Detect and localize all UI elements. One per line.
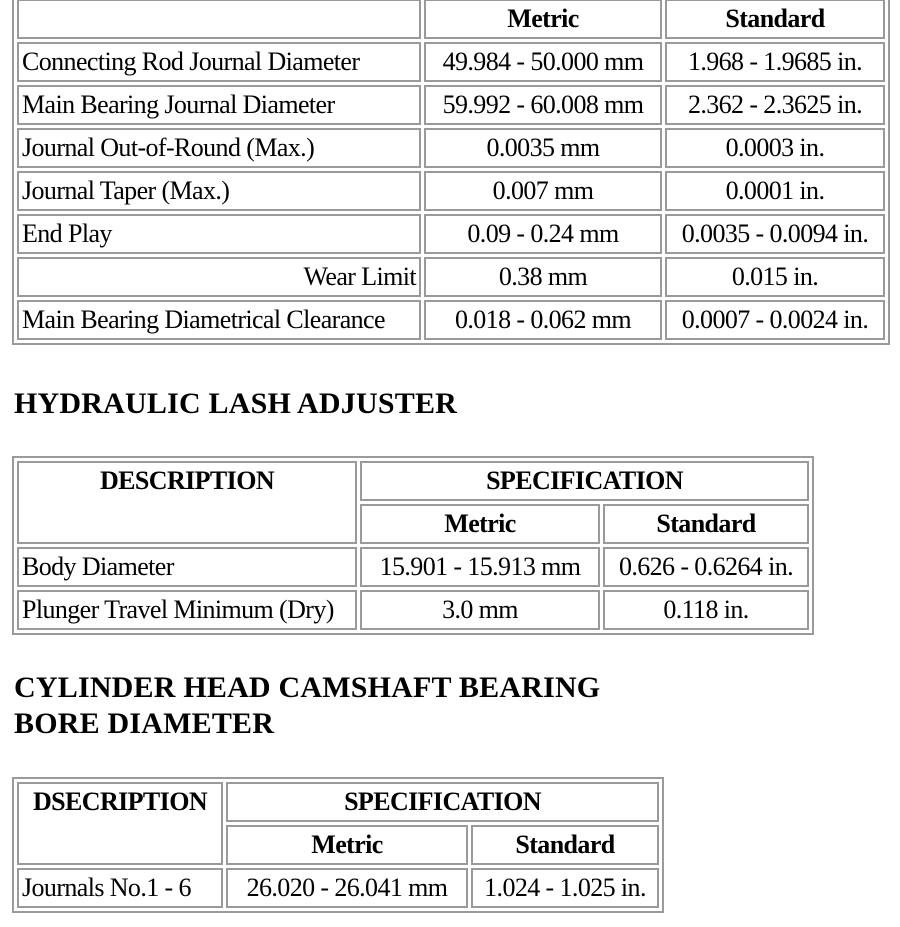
- standard-cell: 2.362 - 2.3625 in.: [665, 85, 885, 125]
- metric-cell: 0.007 mm: [424, 171, 662, 211]
- table-header-row: [17, 0, 885, 39]
- description-cell: Wear Limit: [17, 257, 421, 297]
- metric-cell: 26.020 - 26.041 mm: [226, 868, 468, 908]
- description-cell: End Play: [17, 214, 421, 254]
- standard-header: Standard: [471, 825, 659, 865]
- description-cell: Journals No.1 - 6: [17, 868, 223, 908]
- metric-cell: 0.38 mm: [424, 257, 662, 297]
- table-header-row: [17, 782, 659, 822]
- metric-cell: 0.0035 mm: [424, 128, 662, 168]
- description-cell: Main Bearing Journal Diameter: [17, 85, 421, 125]
- description-header: DESCRIPTION: [17, 461, 357, 544]
- standard-cell: 0.0001 in.: [665, 171, 885, 211]
- metric-cell: 59.992 - 60.008 mm: [424, 85, 662, 125]
- description-cell: Connecting Rod Journal Diameter: [17, 42, 421, 82]
- lash-adjuster-spec-table: [12, 456, 814, 635]
- description-header: DSECRIPTION: [17, 782, 223, 865]
- description-cell: Journal Out-of-Round (Max.): [17, 128, 421, 168]
- standard-header: Standard: [603, 504, 809, 544]
- metric-cell: 3.0 mm: [360, 590, 600, 630]
- description-cell: Body Diameter: [17, 547, 357, 587]
- table-row: [17, 85, 885, 125]
- title-line-1: CYLINDER HEAD CAMSHAFT BEARING: [14, 671, 601, 704]
- table-row: [17, 128, 885, 168]
- description-cell: Journal Taper (Max.): [17, 171, 421, 211]
- standard-cell: 0.118 in.: [603, 590, 809, 630]
- table-row: [17, 214, 885, 254]
- crankshaft-spec-table: [12, 0, 890, 345]
- standard-cell: 0.015 in.: [665, 257, 885, 297]
- table-row: [17, 547, 809, 587]
- metric-cell: 15.901 - 15.913 mm: [360, 547, 600, 587]
- title-line-2: BORE DIAMETER: [14, 707, 275, 740]
- standard-cell: 1.968 - 1.9685 in.: [665, 42, 885, 82]
- table-row: [17, 257, 885, 297]
- metric-cell: 0.018 - 0.062 mm: [424, 300, 662, 340]
- specification-header: SPECIFICATION: [226, 782, 659, 822]
- table-header-row: [17, 461, 809, 501]
- description-cell: Main Bearing Diametrical Clearance: [17, 300, 421, 340]
- metric-header: Metric: [424, 0, 662, 39]
- specification-header: SPECIFICATION: [360, 461, 809, 501]
- standard-header: Standard: [665, 0, 885, 39]
- standard-cell: 0.0035 - 0.0094 in.: [665, 214, 885, 254]
- metric-cell: 0.09 - 0.24 mm: [424, 214, 662, 254]
- table-row: [17, 42, 885, 82]
- standard-cell: 0.626 - 0.6264 in.: [603, 547, 809, 587]
- table-row: [17, 171, 885, 211]
- metric-header: Metric: [226, 825, 468, 865]
- section-title-hydraulic-lash-adjuster: HYDRAULIC LASH ADJUSTER: [14, 387, 458, 420]
- standard-cell: 1.024 - 1.025 in.: [471, 868, 659, 908]
- section-title-camshaft-bearing-bore: [14, 670, 600, 742]
- header-blank-cell: [17, 0, 421, 39]
- camshaft-bore-spec-table: [12, 777, 664, 913]
- table-row: [17, 590, 809, 630]
- description-cell: Plunger Travel Minimum (Dry): [17, 590, 357, 630]
- metric-cell: 49.984 - 50.000 mm: [424, 42, 662, 82]
- table-row: [17, 300, 885, 340]
- table-row: [17, 868, 659, 908]
- standard-cell: 0.0007 - 0.0024 in.: [665, 300, 885, 340]
- standard-cell: 0.0003 in.: [665, 128, 885, 168]
- metric-header: Metric: [360, 504, 600, 544]
